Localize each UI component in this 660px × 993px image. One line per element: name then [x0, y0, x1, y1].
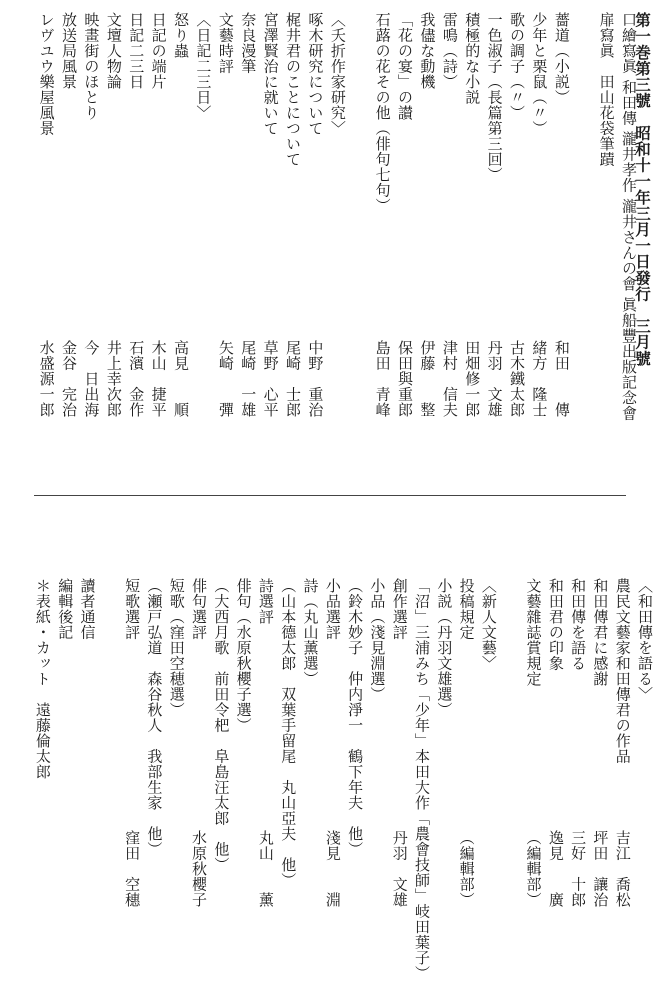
toc-entry-title: 詩（丸山薰選）	[301, 578, 320, 687]
toc-entry-author: 今 日出海	[82, 340, 101, 418]
toc-entry-author: 淺見 淵	[323, 830, 342, 908]
toc-entry-author: 木山 捷平	[149, 340, 168, 418]
toc-entry-title: 編輯後記	[56, 578, 75, 640]
toc-entry-author: 矢崎 彈	[216, 340, 235, 418]
toc-entry-title: 宮澤賢治に就いて	[261, 12, 280, 136]
toc-entry-author: 窪田 空穗	[123, 830, 142, 908]
toc-entry-author: 緒方 隆士	[530, 340, 549, 418]
toc-entry-author: 三好 十郎	[569, 830, 588, 908]
toc-entry-title: 「沼」三浦みち「少年」本田大作「農會技師」岐田葉子）	[413, 578, 431, 981]
toc-entry-author: 保田與重郎	[396, 340, 414, 418]
toc-entry-author: 島田 青峰	[373, 340, 392, 418]
toc-entry-author: （編輯部）	[457, 830, 476, 908]
toc-entry-title: 歌の調子（〃）	[508, 12, 526, 121]
toc-entry-title: 日記の端片	[149, 12, 168, 90]
toc-entry-author: 伊藤 整	[418, 340, 437, 418]
toc-entry-title: 短歌（窪田空穂選）	[167, 578, 186, 718]
toc-entry-author: 尾崎 士郎	[284, 340, 302, 418]
toc-entry-author: 草野 心平	[261, 340, 280, 418]
toc-entry-author: 逸見 廣	[546, 830, 565, 908]
toc-entry-title: 積極的な小説	[463, 12, 482, 105]
toc-entry-title: 創作選評	[390, 578, 409, 640]
toc-entry-title: （鈴木妙子 仲内淨一 鶴下年夫 他）	[346, 578, 365, 857]
toc-entry-title: 〈日記二三日〉	[194, 12, 213, 121]
toc-entry-author: 井上幸次郎	[104, 340, 123, 418]
toc-entry-title: 〈新人文藝〉	[479, 578, 498, 671]
toc-entry-title: 我儘な動機	[418, 12, 437, 90]
toc-entry-title: 「花の宴」の讃	[396, 12, 414, 121]
toc-entry-author: 高見 順	[172, 340, 190, 418]
toc-entry-title: 映畫街のほとり	[82, 12, 101, 121]
toc-entry-title: 〈夭折作家研究〉	[328, 12, 347, 136]
toc-entry-title: （山本德太郎 双葉手留尾 丸山亞夫 他）	[279, 578, 298, 888]
toc-entry-author: 金谷 完治	[60, 340, 78, 418]
toc-entry-title: 小品選評	[323, 578, 342, 640]
toc-entry-title: 讀者通信	[78, 578, 97, 640]
toc-entry-title: 雷鳴（詩）	[440, 12, 459, 90]
toc-entry-title: 奈良漫筆	[239, 12, 258, 74]
toc-entry-title: 啄木研究について	[306, 12, 325, 136]
toc-entry-author: 中野 重治	[306, 340, 325, 418]
issue-month: 三月號	[633, 317, 652, 367]
toc-entry-title: ＊表紙・カット 遠藤倫太郎	[33, 578, 52, 780]
toc-entry-title: 俳句（水原秋櫻子選）	[234, 578, 253, 733]
toc-entry-title: 投稿規定	[457, 578, 476, 640]
toc-entry-author: （編輯部）	[524, 830, 543, 908]
toc-entry-title: 短歌選評	[123, 578, 142, 640]
toc-entry-title: 梶井君のことについて	[284, 12, 302, 167]
toc-entry-author: 田畑修一郎	[463, 340, 482, 418]
toc-entry-title: 文藝雜誌賞規定	[524, 578, 543, 687]
toc-entry-title: 〈和田傳を語る〉	[636, 578, 654, 702]
toc-entry-author: 丹羽 文雄	[485, 340, 504, 418]
toc-entry-title: 扉寫眞 田山花袋筆蹟	[597, 12, 616, 167]
toc-entry-author: 坪田 讓治	[591, 830, 610, 908]
toc-entry-title: 口繪寫眞 和田傳 瀧井孝作 瀧井さんの會 眞船豐出版記念會	[620, 12, 638, 421]
toc-entry-author: 津村 信夫	[440, 340, 459, 418]
toc-entry-title: 俳句選評	[190, 578, 208, 640]
issue-date: 昭和十一年三月一日發行	[633, 124, 652, 302]
toc-entry-title: 小説（丹羽文雄選）	[435, 578, 454, 718]
toc-entry-title: 一色淑子（長篇第三回）	[485, 12, 504, 183]
toc-entry-title: 詩選評	[256, 578, 275, 625]
toc-entry-title: レヴユウ樂屋風景	[37, 12, 56, 136]
toc-entry-author: 吉江 喬松	[613, 830, 632, 908]
toc-entry-title: 怒り蟲	[172, 12, 190, 59]
toc-entry-title: （瀬戸弘道 森谷秋人 我部生家 他）	[145, 578, 164, 857]
toc-entry-title: 和田君の印象	[546, 578, 565, 671]
toc-entry-author: 丹羽 文雄	[390, 830, 409, 908]
toc-entry-title: 少年と栗鼠（〃）	[530, 12, 549, 136]
toc-entry-title: 放送局風景	[60, 12, 78, 90]
toc-entry-author: 丸山 薰	[256, 830, 275, 908]
toc-entry-title: 小品（淺見淵選）	[368, 578, 387, 702]
toc-entry-title: 和田傳を語る	[569, 578, 588, 671]
toc-entry-title: 薔道（小説）	[552, 12, 571, 105]
section-divider	[34, 495, 626, 496]
toc-entry-author: 水原秋櫻子	[190, 830, 208, 908]
toc-entry-author: 石濱 金作	[127, 340, 146, 418]
toc-entry-author: 水盛源一郎	[37, 340, 56, 418]
toc-entry-title: 文藝時評	[216, 12, 235, 74]
toc-entry-author: 和田 傳	[552, 340, 571, 418]
toc-entry-title: （大西月歌 前田令杷 阜島汪太郎 他）	[212, 578, 231, 873]
volume-issue: 第一巻第三號	[633, 12, 652, 109]
toc-entry-title: 農民文藝家和田傳君の作品	[613, 578, 632, 764]
toc-entry-author: 尾崎 一雄	[239, 340, 258, 418]
toc-entry-author: 古木鐵太郎	[508, 340, 526, 418]
toc-entry-title: 日記二三日	[127, 12, 146, 90]
toc-entry-title: 和田傳君に感謝	[591, 578, 610, 687]
toc-entry-title: 石蕗の花その他（俳句七句）	[373, 12, 392, 214]
toc-entry-title: 文壇人物論	[104, 12, 123, 90]
